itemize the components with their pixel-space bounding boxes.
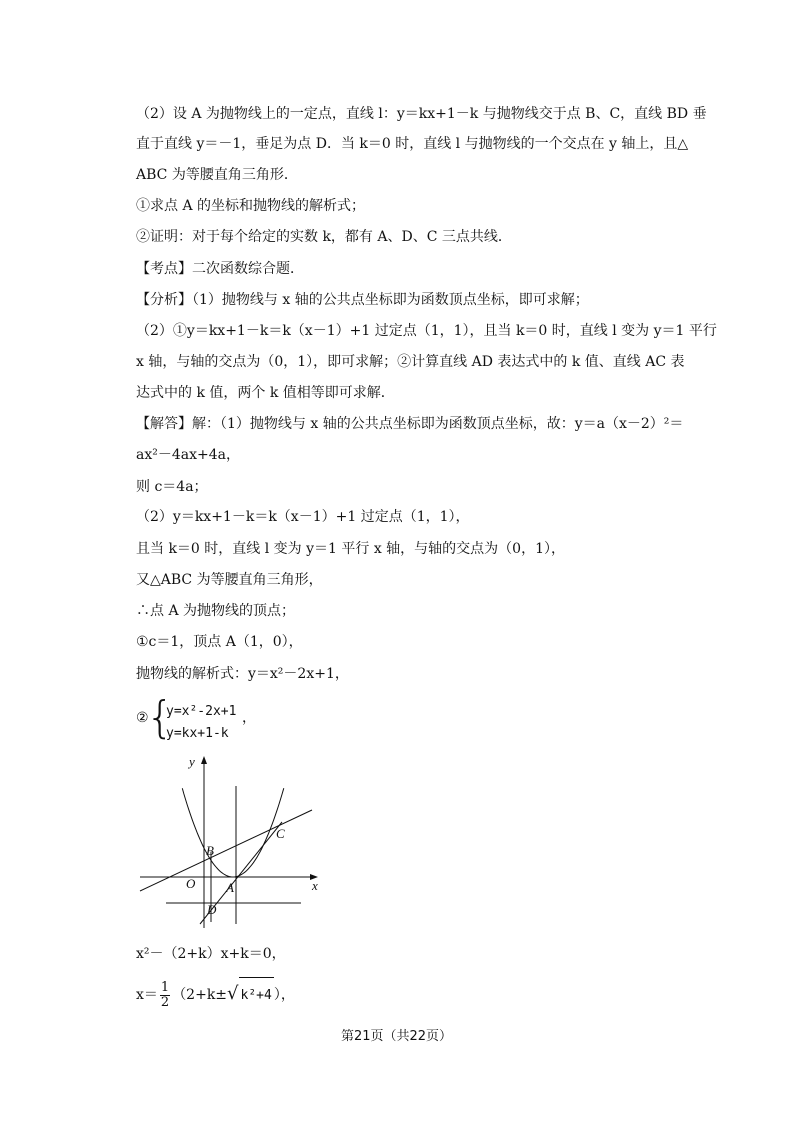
label-b: B <box>206 843 214 858</box>
label-d: D <box>207 902 217 917</box>
eq2-middle: （2+k± <box>172 987 228 1003</box>
sqrt-sign: √ <box>227 983 239 1004</box>
jieda-line-1: 【解答】解：（1）抛物线与 x 轴的公共点坐标即为函数顶点坐标，故：y＝a（x－2）²＝ <box>136 416 684 432</box>
system-row-1: y=x²-2x+1 <box>166 704 237 719</box>
jieda-line-2: ax²－4ax+4a， <box>136 447 240 463</box>
label-c: C <box>276 826 285 841</box>
eq2-prefix: x＝ <box>136 987 158 1003</box>
fenxi-line-1: 【分析】（1）抛物线与 x 轴的公共点坐标即为函数顶点坐标，即可求解； <box>136 292 589 308</box>
label-y: y <box>189 754 195 769</box>
fenxi-line-2: （2）①y＝kx+1－k＝k（x－1）+1 过定点（1，1），且当 k＝0 时，直线 l 变为 y＝1 平行 <box>136 323 717 339</box>
label-a: A <box>226 880 234 895</box>
eq2-radicand: k²+4 <box>239 977 274 1014</box>
parabola-figure <box>136 752 326 932</box>
eq2-fraction <box>160 981 170 1010</box>
kaodian-line: 【考点】二次函数综合题． <box>136 261 304 277</box>
jieda-line-3: 则 c＝4a； <box>136 479 208 495</box>
eq2-denominator: 2 <box>160 994 170 1010</box>
solution-eq-1: x²－（2+k）x+k＝0， <box>136 946 286 962</box>
system-row-2: y=kx+1-k <box>166 726 229 741</box>
y-axis-arrow <box>201 756 207 764</box>
jieda-line-5: 且当 k＝0 时，直线 l 变为 y＝1 平行 x 轴，与轴的交点为（0，1）， <box>136 541 565 557</box>
jieda-line-7: ∴点 A 为抛物线的顶点； <box>136 603 296 619</box>
page-footer: 第21页（共22页） <box>340 1029 453 1044</box>
problem-line-5: ②证明：对于每个给定的实数 k，都有 A、D、C 三点共线． <box>136 229 512 245</box>
solution-eq-2 <box>136 976 295 1012</box>
fenxi-line-3: x 轴，与轴的交点为（0，1），即可求解；②计算直线 AD 表达式中的 k 值、直线 AC 表 <box>136 354 685 370</box>
jieda-line-9: 抛物线的解析式：y＝x²－2x+1， <box>136 666 349 682</box>
system-suffix: ， <box>242 710 256 726</box>
system-brace: { <box>146 692 174 743</box>
problem-line-1: （2）设 A 为抛物线上的一定点，直线 l：y＝kx+1－k 与抛物线交于点 B、C，直线 BD 垂 <box>136 106 707 122</box>
problem-line-4: ①求点 A 的坐标和抛物线的解析式； <box>136 198 366 214</box>
eq2-numerator: 1 <box>160 979 170 995</box>
label-x: x <box>312 878 318 893</box>
label-o: O <box>186 876 196 891</box>
fenxi-line-4: 达式中的 k 值，两个 k 值相等即可求解． <box>136 385 395 401</box>
jieda-line-8: ①c＝1，顶点 A（1，0）， <box>136 634 303 650</box>
problem-line-3: ABC 为等腰直角三角形． <box>136 167 298 183</box>
line-l <box>140 810 312 891</box>
jieda-line-4: （2）y＝kx+1－k＝k（x－1）+1 过定点（1，1）， <box>136 509 470 525</box>
jieda-line-6: 又△ABC 为等腰直角三角形， <box>136 572 323 588</box>
eq2-end: ）， <box>273 987 295 1003</box>
system-prefix: ② <box>136 710 149 726</box>
problem-line-2: 直于直线 y＝－1，垂足为点 D．当 k＝0 时，直线 l 与抛物线的一个交点在 y 轴上，且△ <box>136 136 689 152</box>
